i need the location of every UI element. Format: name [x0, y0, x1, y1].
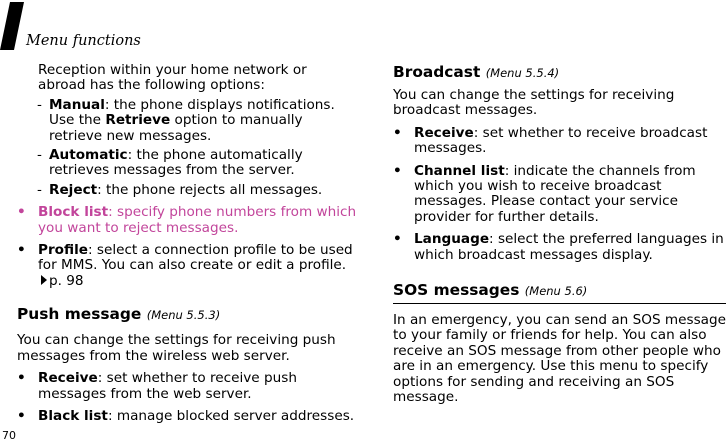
push-message-heading: Push message (Menu 5.5.3) [17, 305, 221, 324]
option-manual: - Manual: the phone displays notifications. Use the Retrieve option to manually retrieve new messages. [37, 96, 335, 144]
option-term: Manual [49, 96, 105, 113]
broadcast-body: You can change the settings for receiving broadcast messages. [393, 87, 675, 119]
broadcast-receive-item: • Receive: set whether to receive broadcast messages. [393, 124, 708, 157]
option-automatic: - Automatic: the phone automatically retrieves messages from the server. [37, 147, 303, 179]
option-term: Reject [49, 181, 98, 198]
block-list-item: • Block list: specify phone numbers from which you want to reject messages. [17, 204, 357, 236]
push-receive-item: • Receive: set whether to receive push messages from the web server. [17, 370, 297, 402]
left-column [17, 63, 357, 424]
header-slash-bar-icon [0, 2, 24, 50]
sos-messages-body: In an emergency, you can send an SOS message to your family or friends for help. You can also receive an SOS message from other people who are in an emergency. Use this menu to specify options for sending and receiving an SOS message. [393, 312, 726, 406]
reception-intro: Reception within your home network or abroad has the following options: [38, 62, 307, 94]
page-reference: p. 98 [49, 272, 84, 289]
broadcast-language-item: • Language: select the preferred languages in which broadcast messages display. [393, 231, 724, 263]
option-term: Automatic [49, 147, 128, 164]
right-column [393, 63, 726, 406]
page-header-title: Menu functions [26, 33, 141, 49]
sos-messages-heading: SOS messages (Menu 5.6) [393, 281, 726, 304]
option-reject: - Reject: the phone rejects all messages. [37, 181, 323, 198]
page-ref-arrow-icon [41, 275, 47, 285]
push-black-list-item: • Black list: manage blocked server addresses. [17, 407, 355, 424]
push-message-body: You can change the settings for receiving push messages from the wireless web server. [17, 332, 336, 364]
page-number: 70 [2, 429, 16, 442]
broadcast-channel-list-item: • Channel list: indicate the channels from which you wish to receive broadcast messages. Please contact your service provider for further details. [393, 162, 696, 225]
broadcast-heading: Broadcast (Menu 5.5.4) [393, 63, 560, 81]
profile-item: • Profile: select a connection profile to be used for MMS. You can also create or edit a profile. p. 98 [17, 242, 353, 289]
